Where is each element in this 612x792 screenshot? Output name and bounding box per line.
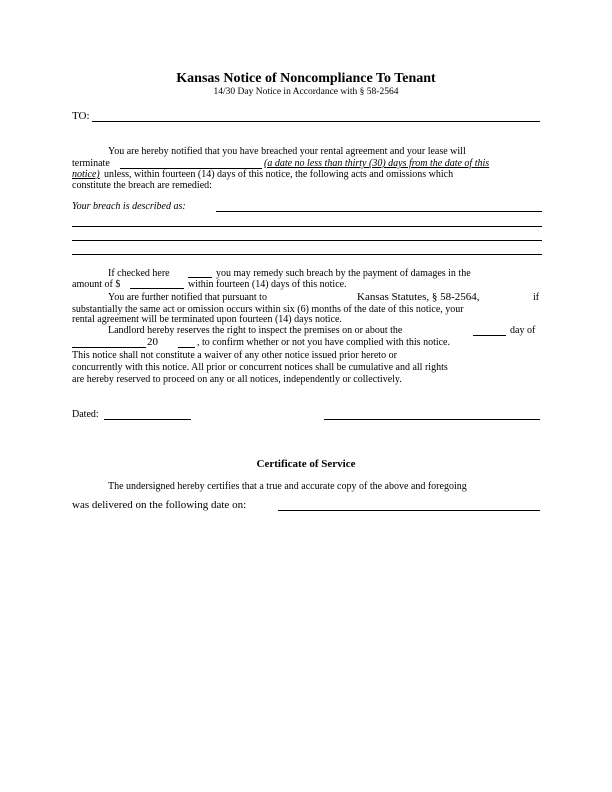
breach-description-field-3[interactable] bbox=[72, 240, 542, 241]
waiver-line-1: This notice shall not constitute a waiver of any other notice issued prior hereto or bbox=[72, 350, 397, 361]
termination-date-hint-end: notice) bbox=[72, 169, 100, 180]
statute-line-2: substantially the same act or omission occurs within six (6) months of the date of this notice, your bbox=[72, 304, 464, 315]
certificate-heading: Certificate of Service bbox=[256, 458, 356, 470]
waiver-line-3: are hereby reserved to proceed on any or all notices, independently or collectively. bbox=[72, 374, 402, 385]
breach-notice-line-1: You are hereby notified that you have breached your rental agreement and your lease will bbox=[108, 146, 466, 157]
to-field[interactable] bbox=[92, 121, 540, 122]
remedy-text: you may remedy such breach by the payment of damages in the bbox=[216, 268, 471, 279]
breach-notice-line-2: unless, within fourteen (14) days of this notice, the following acts and omissions which bbox=[104, 169, 454, 180]
day-of-label: day of bbox=[510, 325, 536, 336]
inspect-line-1: Landlord hereby reserves the right to inspect the premises on or about the bbox=[108, 325, 403, 336]
dated-field[interactable] bbox=[104, 419, 191, 420]
dated-label: Dated: bbox=[72, 409, 99, 420]
waiver-line-2: concurrently with this notice. All prior or concurrent notices shall be cumulative and all rights bbox=[72, 362, 448, 373]
inspect-day-field[interactable] bbox=[473, 335, 506, 336]
delivery-date-field[interactable] bbox=[278, 510, 540, 511]
statute-if: if bbox=[533, 292, 540, 303]
breach-description-label: Your breach is described as: bbox=[72, 201, 186, 212]
amount-label: amount of $ bbox=[72, 279, 121, 290]
inspect-month-field[interactable] bbox=[72, 347, 146, 348]
inspect-line-2: , to confirm whether or not you have complied with this notice. bbox=[197, 337, 450, 348]
if-checked-label: If checked here bbox=[108, 268, 170, 279]
inspect-year-field[interactable] bbox=[178, 347, 195, 348]
damages-checkbox-field[interactable] bbox=[188, 277, 212, 278]
to-label: TO: bbox=[72, 110, 90, 122]
breach-notice-line-3: constitute the breach are remedied: bbox=[72, 180, 212, 191]
statute-line-1: You are further notified that pursuant to bbox=[108, 292, 267, 303]
year-prefix: 20 bbox=[147, 336, 158, 348]
statute-line-3: rental agreement will be terminated upon fourteen (14) days notice. bbox=[72, 314, 342, 325]
document-title: Kansas Notice of Noncompliance To Tenant bbox=[176, 71, 436, 86]
damages-amount-field[interactable] bbox=[130, 288, 184, 289]
terminate-label: terminate bbox=[72, 158, 110, 169]
termination-date-hint: (a date no less than thirty (30) days from the date of this bbox=[264, 158, 490, 169]
breach-description-field-1[interactable] bbox=[216, 211, 542, 212]
kansas-statutes-ref: Kansas Statutes, § 58-2564, bbox=[357, 291, 480, 303]
document-subtitle: 14/30 Day Notice in Accordance with § 58-2564 bbox=[213, 87, 399, 97]
certificate-line-2: was delivered on the following date on: bbox=[72, 499, 247, 511]
breach-description-field-2[interactable] bbox=[72, 226, 542, 227]
breach-description-field-4[interactable] bbox=[72, 254, 542, 255]
within-days-text: within fourteen (14) days of this notice. bbox=[188, 279, 347, 290]
certificate-line-1: The undersigned hereby certifies that a true and accurate copy of the above and foregoing bbox=[108, 481, 467, 492]
landlord-signature-field[interactable] bbox=[324, 419, 540, 420]
